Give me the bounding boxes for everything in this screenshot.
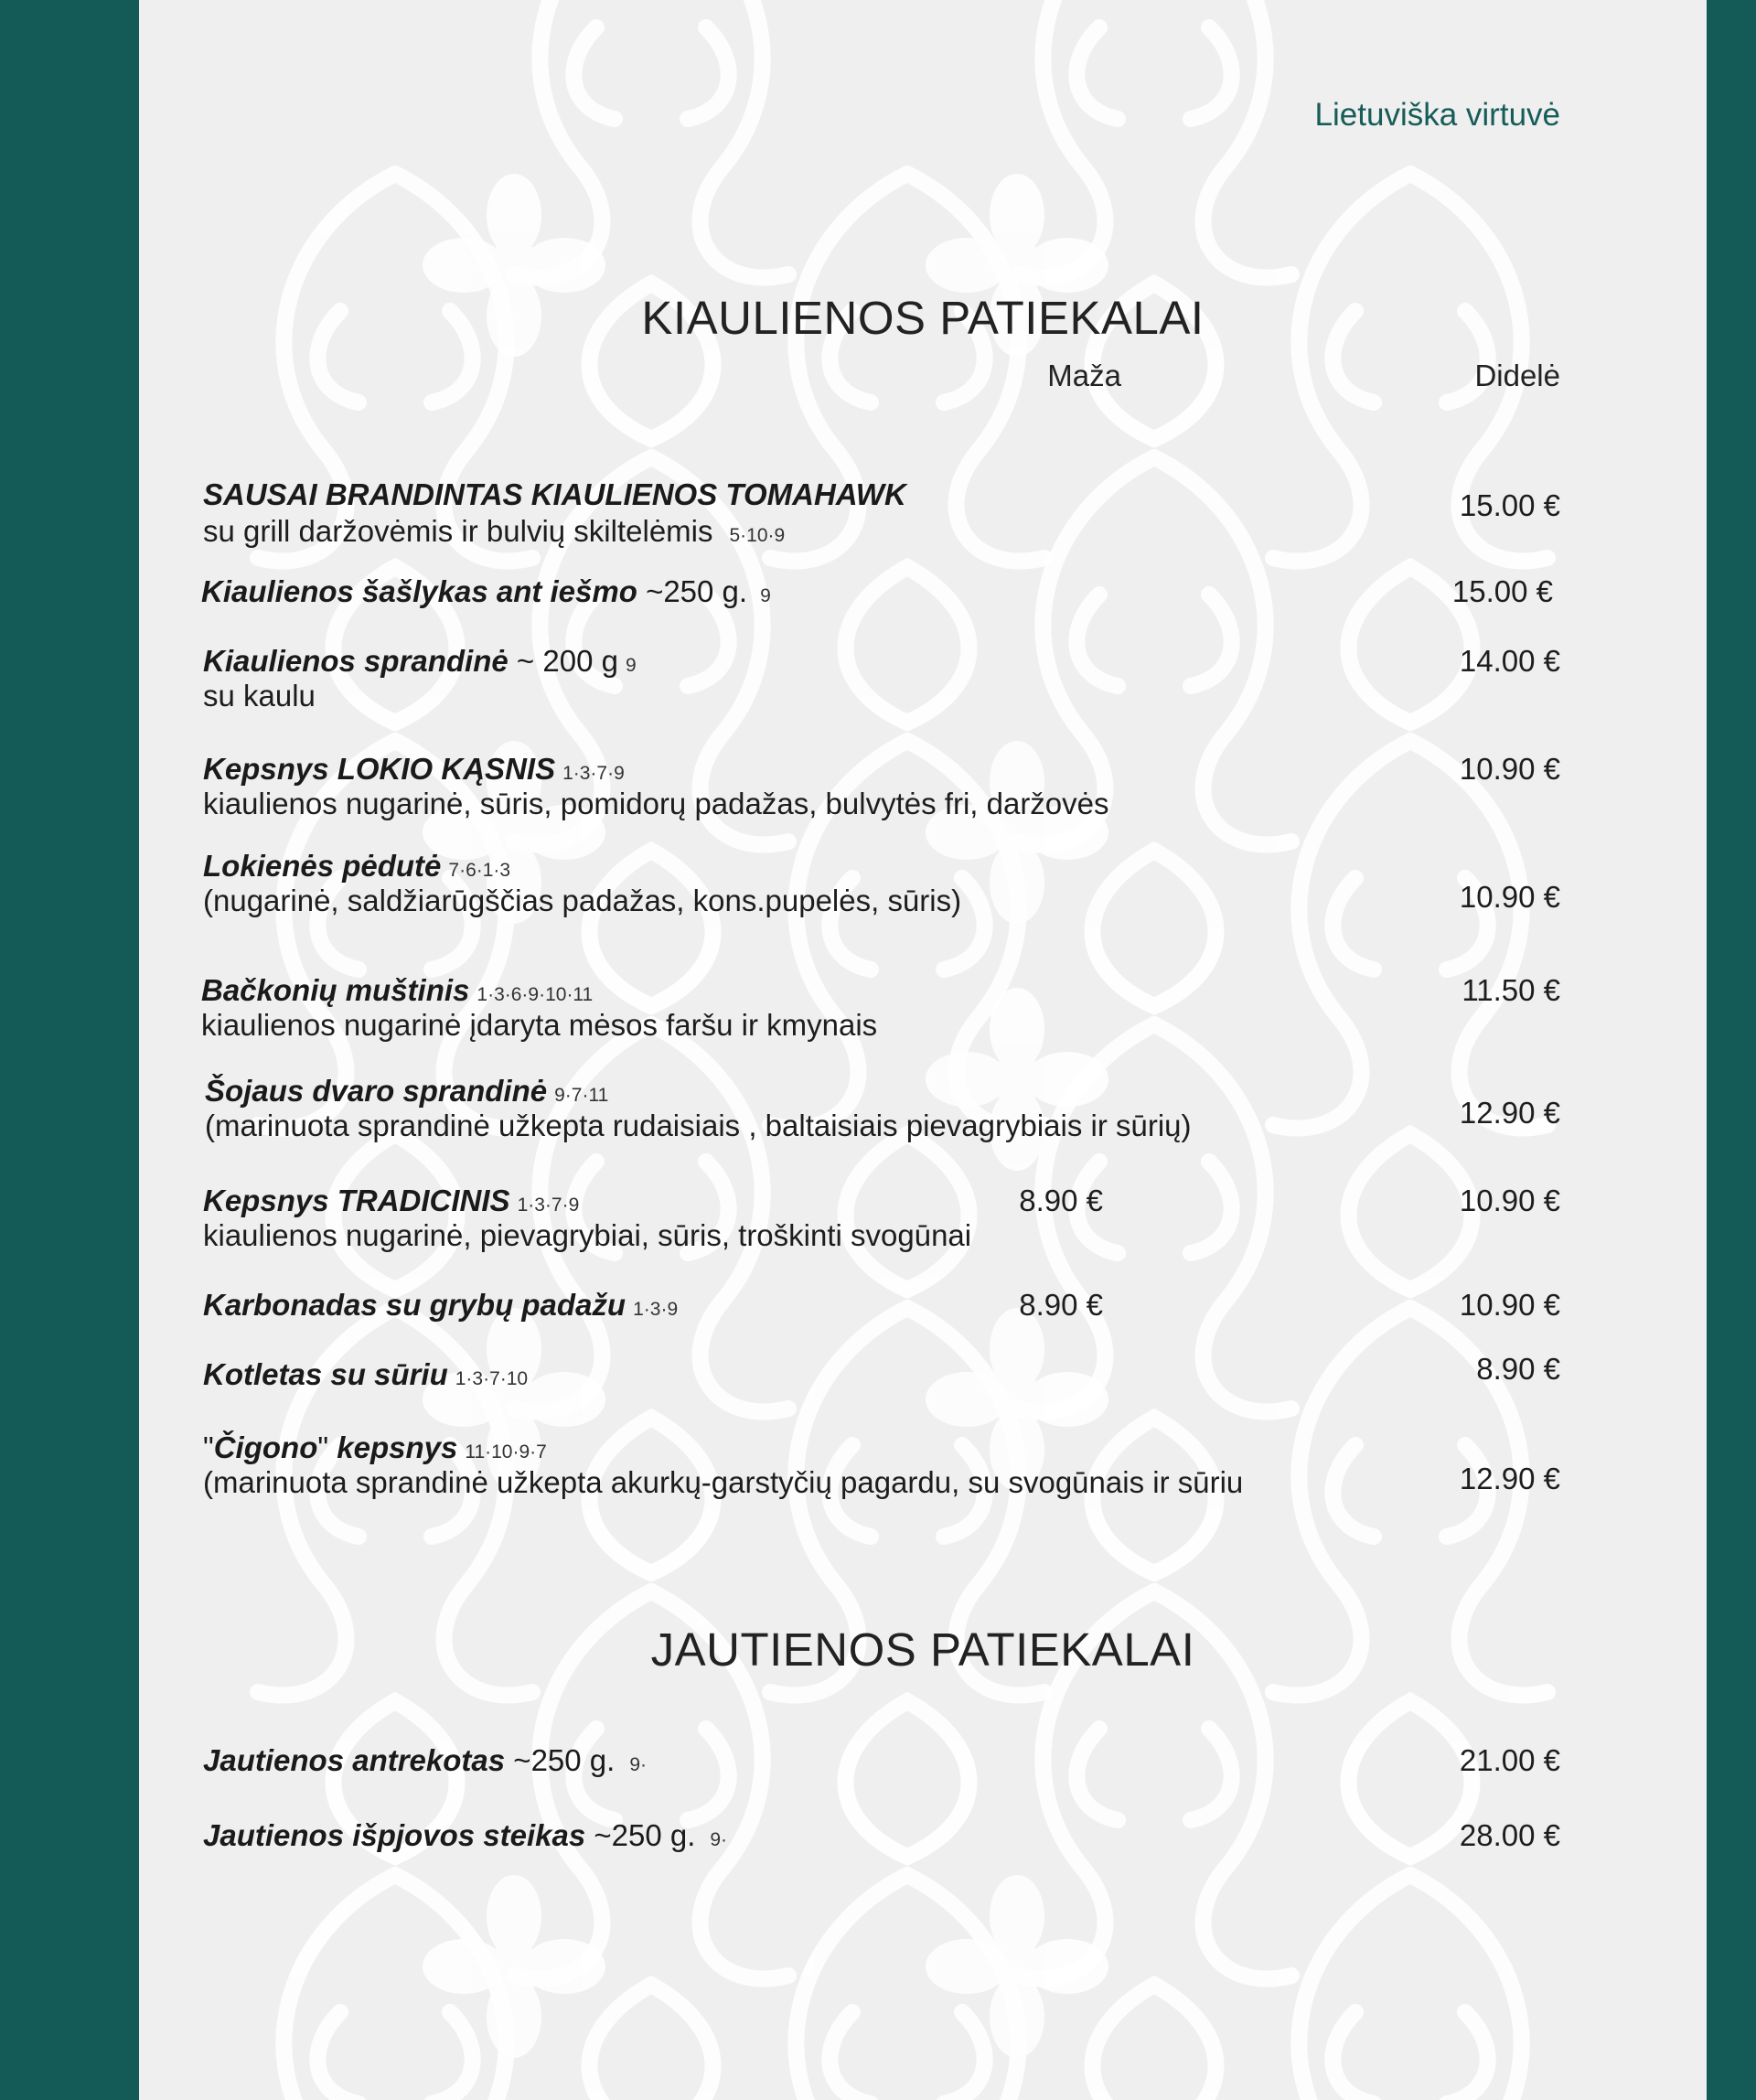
name-text: Kiaulienos šašlykas ant iešmo (201, 574, 637, 608)
price-large: 15.00 € (1451, 574, 1553, 608)
name-suffix: kepsnys (328, 1430, 458, 1464)
menu-item-name (203, 1184, 579, 1218)
menu-item-name (201, 973, 593, 1008)
name-text: Kotletas su sūriu (203, 1357, 448, 1391)
menu-item-desc: (nugarinė, saldžiarūgščias padažas, kons.pupelės, sūris) (203, 884, 962, 917)
name-text: Bačkonių muštinis (201, 973, 470, 1007)
price-large: 12.90 € (1459, 1462, 1560, 1495)
allergen-codes: 9· (629, 1754, 648, 1775)
cuisine-label: Lietuviška virtuvė (1314, 97, 1560, 133)
menu-page (139, 0, 1707, 2100)
allergen-codes: 9· (710, 1829, 728, 1850)
name-text: Jautienos išpjovos steikas (203, 1818, 586, 1852)
menu-item-name (205, 1074, 608, 1109)
price-large: 28.00 € (1459, 1818, 1560, 1852)
price-large: 10.90 € (1459, 1288, 1560, 1322)
name-text: Šojaus dvaro sprandinė (205, 1074, 548, 1108)
weight: ~250 g. (594, 1818, 696, 1852)
name-text: Kepsnys TRADICINIS (203, 1184, 510, 1217)
menu-item-name (203, 644, 637, 679)
allergen-codes: 1·3·7·9 (517, 1195, 580, 1216)
menu-item-desc (203, 514, 785, 549)
menu-item-name (201, 574, 771, 609)
price-large: 21.00 € (1459, 1743, 1560, 1777)
name-quote-close: " (317, 1430, 329, 1464)
price-large: 11.50 € (1462, 973, 1560, 1007)
pork-section-title: KIAULIENOS PATIEKALAI (641, 292, 1205, 344)
price-large: 10.90 € (1459, 752, 1560, 786)
menu-item-desc: kiaulienos nugarinė, sūris, pomidorų padažas, bulvytės fri, daržovės (203, 787, 1109, 820)
price-large: 10.90 € (1459, 880, 1560, 914)
beef-section-title: JAUTIENOS PATIEKALAI (650, 1623, 1195, 1676)
menu-item-name (203, 1430, 547, 1465)
allergen-codes: 1·3·9 (633, 1299, 679, 1320)
allergen-codes: 9 (625, 655, 637, 676)
name-text: Kiaulienos sprandinė (203, 644, 509, 678)
price-large: 10.90 € (1459, 1184, 1560, 1217)
price-large: 15.00 € (1459, 488, 1560, 522)
menu-item-name (203, 1743, 647, 1778)
menu-item-desc: kiaulienos nugarinė įdaryta mėsos faršu ir kmynais (201, 1008, 878, 1042)
column-header-small: Maža (1047, 359, 1121, 392)
menu-item-desc: kiaulienos nugarinė, pievagrybiai, sūris, troškinti svogūnai (203, 1218, 972, 1252)
allergen-codes: 9·7·11 (554, 1085, 609, 1106)
price-small: 8.90 € (1019, 1288, 1103, 1322)
allergen-codes: 1·3·6·9·10·11 (476, 984, 594, 1005)
name-text: Kepsnys LOKIO KĄSNIS (203, 752, 556, 786)
price-large: 14.00 € (1459, 644, 1560, 678)
price-small: 8.90 € (1019, 1184, 1103, 1217)
name-text: Karbonadas su grybų padažu (203, 1288, 626, 1322)
allergen-codes: 9 (760, 585, 771, 606)
menu-item-desc: su kaulu (203, 679, 316, 712)
name-text: Lokienės pėdutė (203, 849, 442, 883)
menu-item-name (203, 1288, 678, 1323)
name-text: Čigono (213, 1430, 318, 1464)
menu-item-name (203, 1818, 727, 1853)
allergen-codes: 5·10·9 (729, 525, 786, 546)
column-header-large: Didelė (1474, 359, 1560, 392)
allergen-codes: 7·6·1·3 (448, 860, 511, 881)
allergen-codes: 11·10·9·7 (465, 1441, 547, 1462)
menu-item-name (203, 849, 510, 884)
weight: ~250 g. (646, 574, 748, 608)
price-large: 12.90 € (1459, 1096, 1560, 1130)
menu-item-desc: (marinuota sprandinė užkepta akurkų-garstyčių pagardu, su svogūnais ir sūriu (203, 1465, 1244, 1499)
allergen-codes: 1·3·7·10 (455, 1368, 529, 1389)
allergen-codes: 1·3·7·9 (562, 763, 625, 784)
menu-item-name (203, 752, 625, 787)
menu-item-name (203, 1357, 528, 1392)
desc-text: su grill daržovėmis ir bulvių skiltelėmis (203, 514, 713, 548)
weight: ~ 200 g (516, 644, 618, 678)
price-large: 8.90 € (1476, 1352, 1560, 1386)
menu-item-name: SAUSAI BRANDINTAS KIAULIENOS TOMAHAWK (203, 477, 906, 511)
name-text: Jautienos antrekotas (203, 1743, 506, 1777)
weight: ~250 g. (513, 1743, 616, 1777)
name-quote-open: " (203, 1430, 214, 1464)
menu-item-desc: (marinuota sprandinė užkepta rudaisiais , baltaisiais pievagrybiais ir sūrių) (205, 1109, 1192, 1142)
